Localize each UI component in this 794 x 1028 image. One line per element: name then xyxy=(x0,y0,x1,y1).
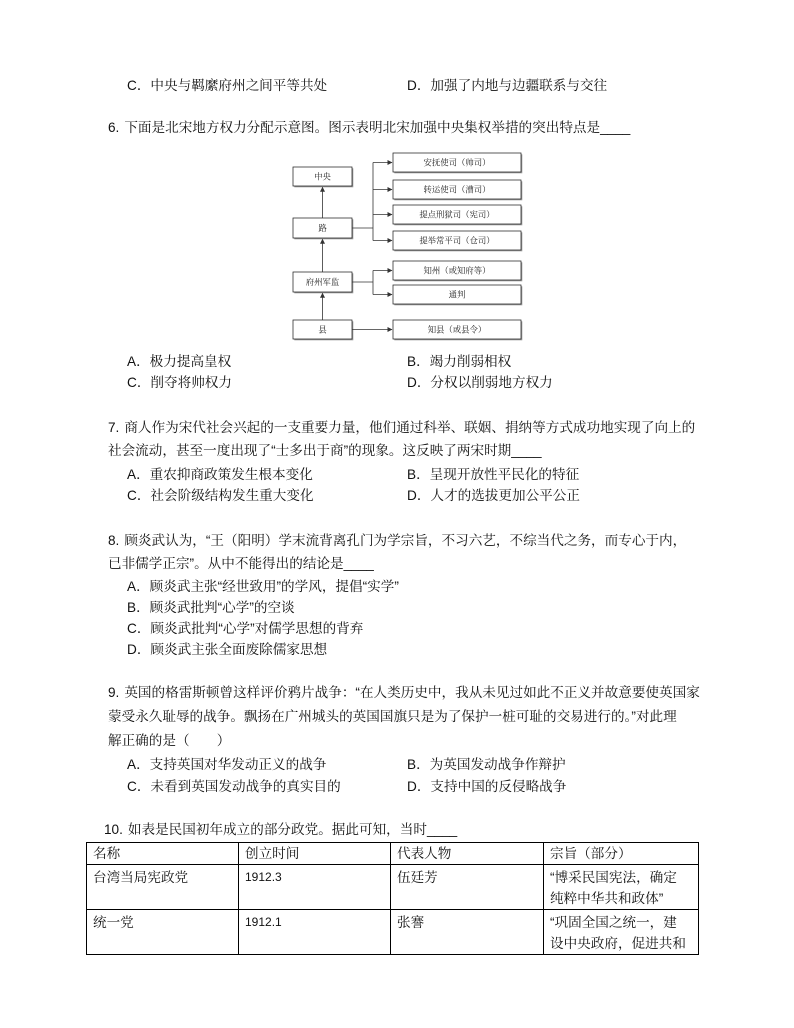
label-tiju-changpingsi: 提举常平司（仓司） xyxy=(419,235,495,246)
question-8-option-c: C．顾炎武批判“心学”对儒学思想的背弃 xyxy=(127,621,364,636)
question-10-stem-line-1 xyxy=(104,820,457,840)
label-tongpan: 通判 xyxy=(448,289,466,300)
political-parties-table xyxy=(86,842,699,955)
question-8-number: 8. xyxy=(108,533,120,548)
question-9-option-c: C．未看到英国发动战争的真实目的 xyxy=(127,779,341,794)
box-route xyxy=(293,218,353,239)
question-7-option-a: A．重农抑商政策发生根本变化 xyxy=(127,467,313,482)
cell-party-name: 统一党 xyxy=(87,910,239,955)
label-prefecture: 府州军监 xyxy=(305,277,340,287)
cell-aim xyxy=(544,910,699,955)
question-9-stem-line-1 xyxy=(108,683,700,703)
box-county xyxy=(293,320,353,340)
question-10-number: 10. xyxy=(104,822,123,837)
header-aim: 宗旨（部分） xyxy=(544,843,699,865)
question-8-stem-line-1 xyxy=(108,531,686,551)
label-route: 路 xyxy=(318,223,327,233)
question-6-option-d: D．分权以削弱地方权力 xyxy=(407,375,553,390)
table-header-row xyxy=(87,843,699,865)
question-6-stem-line-1 xyxy=(108,118,630,138)
question-8-option-b: B．顾炎武批判“心学”的空谈 xyxy=(127,600,295,615)
question-7-option-d: D．人才的选拔更加公平公正 xyxy=(407,488,580,503)
question-6-option-b: B．竭力削弱相权 xyxy=(407,354,512,369)
question-7-number: 7. xyxy=(108,420,120,435)
prev-question-option-d: D．加强了内地与边疆联系与交往 xyxy=(407,78,608,93)
box-prefecture xyxy=(293,272,353,293)
question-9-number: 9. xyxy=(108,685,120,700)
question-9-stem-text-1: 英国的格雷斯顿曾这样评价鸦片战争：“在人类历史中，我从未见过如此不正义并故意要使英国家 xyxy=(124,685,700,700)
cell-aim-line-2: 设中央政府，促进共和 xyxy=(550,936,686,951)
question-9-stem-line-2: 蒙受永久耻辱的战争。飘扬在广州城头的英国国旗只是为了保护一桩可耻的交易进行的。”对此理 xyxy=(108,709,677,724)
box-tidian-xingyusi xyxy=(393,205,522,225)
prev-question-option-c: C．中央与羁縻府州之间平等共处 xyxy=(127,78,328,93)
label-tidian-xingyusi: 提点刑狱司（宪司） xyxy=(419,209,495,220)
cell-founded: 1912.1 xyxy=(239,910,391,955)
label-zhixian: 知县（或县令） xyxy=(427,324,487,335)
cell-aim xyxy=(544,865,699,910)
label-central: 中央 xyxy=(314,171,331,182)
question-7-stem-line-1 xyxy=(108,418,695,438)
question-9-option-d: D．支持中国的反侵略战争 xyxy=(407,779,567,794)
question-6-stem-text: 下面是北宋地方权力分配示意图。图示表明北宋加强中央集权举措的突出特点是____ xyxy=(124,120,631,135)
label-zhizhou: 知州（或知府等） xyxy=(423,265,491,276)
question-6-number: 6. xyxy=(108,120,120,135)
box-anfu-shisi xyxy=(393,153,522,173)
table-row xyxy=(87,865,699,910)
cell-founded: 1912.3 xyxy=(239,865,391,910)
question-7-option-b: B．呈现开放性平民化的特征 xyxy=(407,467,580,482)
question-7-option-c: C．社会阶级结构发生重大变化 xyxy=(127,488,314,503)
cell-party-name: 台湾当局宪政党 xyxy=(87,865,239,910)
label-zhuanyun-shisi: 转运使司（漕司） xyxy=(423,184,491,195)
box-zhuanyun-shisi xyxy=(393,180,522,200)
label-anfu-shisi: 安抚使司（帅司） xyxy=(423,157,491,168)
question-7-stem-text-1: 商人作为宋代社会兴起的一支重要力量，他们通过科举、联姻、捐纳等方式成功地实现了向上的 xyxy=(124,420,696,435)
cell-aim-line-1: “博采民国宪法，确定 xyxy=(550,870,677,885)
header-leader: 代表人物 xyxy=(391,843,544,865)
label-county: 县 xyxy=(318,324,327,335)
table-row xyxy=(87,910,699,955)
box-zhixian xyxy=(393,320,522,340)
question-6-option-a: A．极力提高皇权 xyxy=(127,354,232,369)
cell-leader: 伍廷芳 xyxy=(391,865,544,910)
cell-leader: 张謇 xyxy=(391,910,544,955)
question-9-option-a: A．支持英国对华发动正义的战争 xyxy=(127,757,327,772)
header-founded: 创立时间 xyxy=(239,843,391,865)
box-tongpan xyxy=(393,285,522,305)
box-tiju-changpingsi xyxy=(393,231,522,251)
question-8-option-a: A．顾炎武主张“经世致用”的学风，提倡“实学” xyxy=(127,579,399,594)
header-name: 名称 xyxy=(87,843,239,865)
cell-aim-line-2: 纯粹中华共和政体” xyxy=(550,891,664,906)
question-9-option-b: B．为英国发动战争作辩护 xyxy=(407,757,566,772)
question-8-stem-line-2: 已非儒学正宗”。从中不能得出的结论是____ xyxy=(108,556,374,571)
question-10-stem-text: 如表是民国初年成立的部分政党。据此可知，当时____ xyxy=(127,822,458,837)
question-9-stem-line-3: 解正确的是（ ） xyxy=(108,733,231,748)
question-8-option-d: D．顾炎武主张全面废除儒家思想 xyxy=(127,642,328,657)
box-central xyxy=(293,167,353,187)
question-7-stem-line-2: 社会流动，甚至一度出现了“士多出于商”的现象。这反映了两宋时期____ xyxy=(108,443,542,458)
question-6-option-c: C．削夺将帅权力 xyxy=(127,375,232,390)
question-8-stem-text-1: 顾炎武认为，“王（阳明）学末流背离孔门为学宗旨，不习六艺，不综当代之务，而专心于内， xyxy=(124,533,687,548)
song-local-power-diagram xyxy=(288,150,528,345)
cell-aim-line-1: “巩固全国之统一，建 xyxy=(550,915,677,930)
box-zhizhou xyxy=(393,261,522,281)
